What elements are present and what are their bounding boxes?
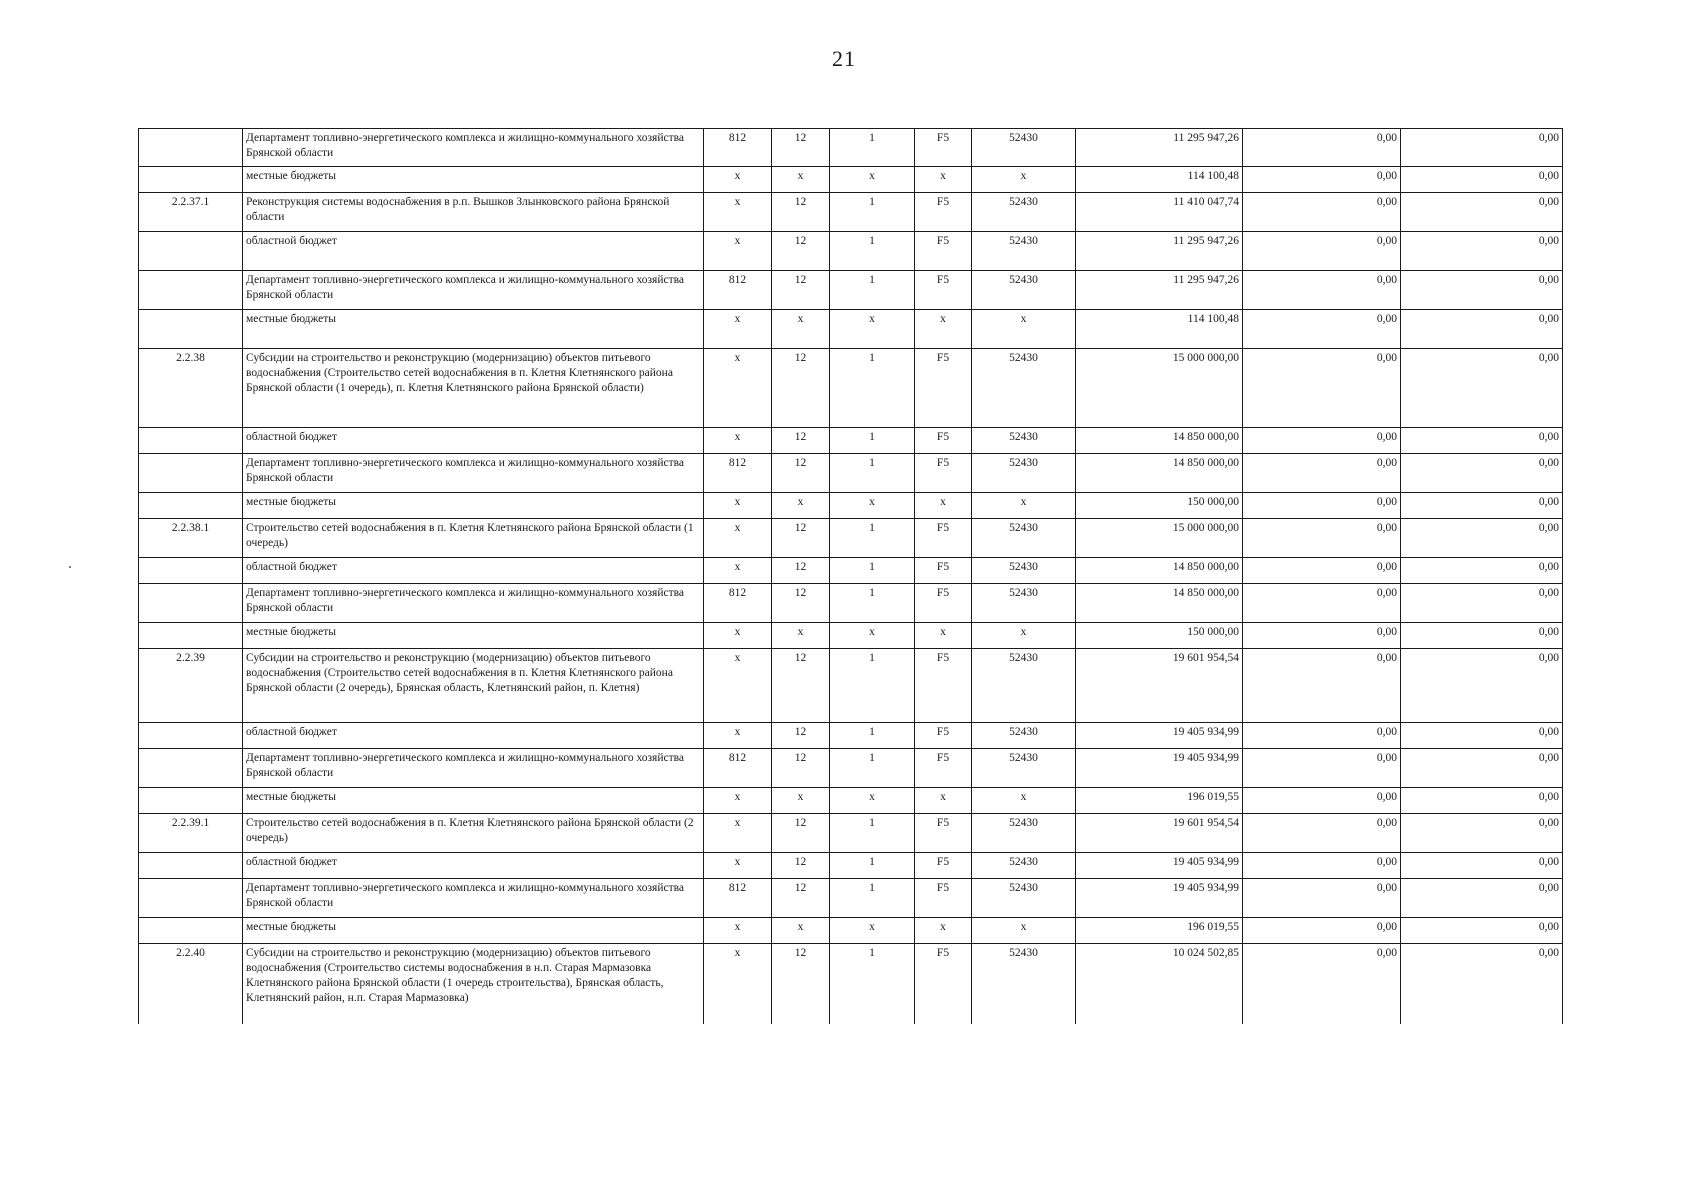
amount-year-3: 0,00 — [1401, 558, 1563, 584]
amount-year-2: 0,00 — [1243, 349, 1401, 428]
subsection-code: 1 — [830, 193, 915, 232]
amount-year-2: 0,00 — [1243, 454, 1401, 493]
target-code: F5 — [915, 749, 972, 788]
amount-year-2: 0,00 — [1243, 749, 1401, 788]
target-code: F5 — [915, 649, 972, 723]
table-row — [139, 349, 1563, 428]
row-number — [139, 493, 243, 519]
amount-year-3: 0,00 — [1401, 193, 1563, 232]
table-row — [139, 649, 1563, 723]
subsection-code: 1 — [830, 454, 915, 493]
target-code: F5 — [915, 428, 972, 454]
row-number — [139, 454, 243, 493]
amount-year-3: 0,00 — [1401, 879, 1563, 918]
ministry-code: x — [704, 944, 772, 1024]
amount-year-3: 0,00 — [1401, 623, 1563, 649]
row-description: местные бюджеты — [243, 310, 704, 349]
amount-year-3: 0,00 — [1401, 649, 1563, 723]
section-code: x — [772, 623, 830, 649]
table-row — [139, 232, 1563, 271]
ministry-code: 812 — [704, 879, 772, 918]
subsection-code: 1 — [830, 853, 915, 879]
amount-year-1: 19 601 954,54 — [1076, 649, 1243, 723]
subsection-code: 1 — [830, 558, 915, 584]
expense-code: 52430 — [972, 558, 1076, 584]
row-number — [139, 788, 243, 814]
amount-year-1: 196 019,55 — [1076, 918, 1243, 944]
table-row — [139, 493, 1563, 519]
amount-year-3: 0,00 — [1401, 454, 1563, 493]
subsection-code: 1 — [830, 428, 915, 454]
amount-year-3: 0,00 — [1401, 519, 1563, 558]
page-number: 21 — [832, 46, 856, 71]
table-row — [139, 879, 1563, 918]
section-code: x — [772, 310, 830, 349]
table-row — [139, 193, 1563, 232]
target-code: x — [915, 310, 972, 349]
ministry-code: x — [704, 193, 772, 232]
ministry-code: x — [704, 558, 772, 584]
amount-year-2: 0,00 — [1243, 519, 1401, 558]
target-code: F5 — [915, 454, 972, 493]
expense-code: 52430 — [972, 879, 1076, 918]
section-code: 12 — [772, 193, 830, 232]
section-code: 12 — [772, 349, 830, 428]
row-number — [139, 129, 243, 167]
amount-year-1: 19 405 934,99 — [1076, 853, 1243, 879]
amount-year-2: 0,00 — [1243, 879, 1401, 918]
row-description: местные бюджеты — [243, 493, 704, 519]
expense-code: 52430 — [972, 193, 1076, 232]
target-code: F5 — [915, 558, 972, 584]
expense-code: x — [972, 623, 1076, 649]
table-row — [139, 558, 1563, 584]
target-code: x — [915, 623, 972, 649]
row-number: 2.2.38.1 — [139, 519, 243, 558]
ministry-code: x — [704, 853, 772, 879]
row-description: областной бюджет — [243, 428, 704, 454]
amount-year-3: 0,00 — [1401, 349, 1563, 428]
expense-code: x — [972, 493, 1076, 519]
row-description: Департамент топливно-энергетического комплекса и жилищно-коммунального хозяйства Брянской области — [243, 454, 704, 493]
row-number — [139, 879, 243, 918]
amount-year-2: 0,00 — [1243, 623, 1401, 649]
section-code: 12 — [772, 271, 830, 310]
row-description: Департамент топливно-энергетического комплекса и жилищно-коммунального хозяйства Брянской области — [243, 879, 704, 918]
amount-year-1: 114 100,48 — [1076, 310, 1243, 349]
row-number: 2.2.37.1 — [139, 193, 243, 232]
ministry-code: x — [704, 623, 772, 649]
target-code: F5 — [915, 853, 972, 879]
row-description: областной бюджет — [243, 232, 704, 271]
row-number — [139, 623, 243, 649]
expense-code: 52430 — [972, 519, 1076, 558]
amount-year-3: 0,00 — [1401, 853, 1563, 879]
row-number: 2.2.39.1 — [139, 814, 243, 853]
ministry-code: 812 — [704, 271, 772, 310]
target-code: x — [915, 493, 972, 519]
amount-year-3: 0,00 — [1401, 129, 1563, 167]
target-code: F5 — [915, 349, 972, 428]
row-description: местные бюджеты — [243, 167, 704, 193]
expense-code: 52430 — [972, 349, 1076, 428]
amount-year-1: 15 000 000,00 — [1076, 519, 1243, 558]
subsection-code: 1 — [830, 349, 915, 428]
target-code: F5 — [915, 519, 972, 558]
ministry-code: x — [704, 167, 772, 193]
ministry-code: 812 — [704, 129, 772, 167]
amount-year-2: 0,00 — [1243, 649, 1401, 723]
expense-code: 52430 — [972, 723, 1076, 749]
amount-year-1: 14 850 000,00 — [1076, 428, 1243, 454]
section-code: 12 — [772, 814, 830, 853]
amount-year-3: 0,00 — [1401, 428, 1563, 454]
ministry-code: 812 — [704, 584, 772, 623]
ministry-code: x — [704, 649, 772, 723]
row-description: Департамент топливно-энергетического комплекса и жилищно-коммунального хозяйства Брянской области — [243, 129, 704, 167]
amount-year-2: 0,00 — [1243, 788, 1401, 814]
target-code: F5 — [915, 193, 972, 232]
ministry-code: x — [704, 788, 772, 814]
row-number — [139, 749, 243, 788]
amount-year-1: 14 850 000,00 — [1076, 454, 1243, 493]
amount-year-3: 0,00 — [1401, 232, 1563, 271]
table-row — [139, 853, 1563, 879]
row-number — [139, 853, 243, 879]
subsection-code: x — [830, 493, 915, 519]
row-description: Реконструкция системы водоснабжения в р.п. Вышков Злынковского района Брянской области — [243, 193, 704, 232]
amount-year-1: 11 295 947,26 — [1076, 271, 1243, 310]
subsection-code: x — [830, 918, 915, 944]
ministry-code: x — [704, 723, 772, 749]
subsection-code: x — [830, 310, 915, 349]
amount-year-1: 150 000,00 — [1076, 493, 1243, 519]
amount-year-1: 14 850 000,00 — [1076, 584, 1243, 623]
table-row — [139, 310, 1563, 349]
table-row — [139, 454, 1563, 493]
amount-year-3: 0,00 — [1401, 814, 1563, 853]
amount-year-2: 0,00 — [1243, 918, 1401, 944]
row-description: Департамент топливно-энергетического комплекса и жилищно-коммунального хозяйства Брянской области — [243, 584, 704, 623]
table-row — [139, 584, 1563, 623]
expense-code: 52430 — [972, 584, 1076, 623]
amount-year-3: 0,00 — [1401, 271, 1563, 310]
row-number — [139, 428, 243, 454]
table-body — [139, 129, 1563, 1024]
row-number — [139, 918, 243, 944]
ministry-code: 812 — [704, 749, 772, 788]
table-row — [139, 814, 1563, 853]
row-description: областной бюджет — [243, 853, 704, 879]
amount-year-2: 0,00 — [1243, 493, 1401, 519]
row-description: местные бюджеты — [243, 788, 704, 814]
amount-year-3: 0,00 — [1401, 723, 1563, 749]
row-description: местные бюджеты — [243, 918, 704, 944]
expense-code: 52430 — [972, 271, 1076, 310]
expense-code: 52430 — [972, 454, 1076, 493]
section-code: x — [772, 918, 830, 944]
amount-year-2: 0,00 — [1243, 232, 1401, 271]
amount-year-1: 14 850 000,00 — [1076, 558, 1243, 584]
amount-year-2: 0,00 — [1243, 271, 1401, 310]
section-code: 12 — [772, 129, 830, 167]
section-code: 12 — [772, 649, 830, 723]
subsection-code: 1 — [830, 723, 915, 749]
row-number — [139, 584, 243, 623]
subsection-code: x — [830, 623, 915, 649]
subsection-code: 1 — [830, 879, 915, 918]
amount-year-2: 0,00 — [1243, 723, 1401, 749]
row-number — [139, 723, 243, 749]
ministry-code: x — [704, 814, 772, 853]
amount-year-3: 0,00 — [1401, 493, 1563, 519]
expense-code: 52430 — [972, 814, 1076, 853]
amount-year-2: 0,00 — [1243, 853, 1401, 879]
amount-year-1: 19 405 934,99 — [1076, 879, 1243, 918]
section-code: x — [772, 788, 830, 814]
subsection-code: 1 — [830, 129, 915, 167]
ministry-code: x — [704, 349, 772, 428]
section-code: 12 — [772, 584, 830, 623]
budget-table — [138, 128, 1563, 1024]
expense-code: 52430 — [972, 649, 1076, 723]
subsection-code: 1 — [830, 584, 915, 623]
section-code: 12 — [772, 944, 830, 1024]
section-code: 12 — [772, 428, 830, 454]
amount-year-2: 0,00 — [1243, 167, 1401, 193]
row-number — [139, 232, 243, 271]
table-row — [139, 167, 1563, 193]
row-number — [139, 310, 243, 349]
table-row — [139, 428, 1563, 454]
ministry-code: 812 — [704, 454, 772, 493]
expense-code: x — [972, 310, 1076, 349]
ministry-code: x — [704, 428, 772, 454]
table-row — [139, 944, 1563, 1024]
target-code: F5 — [915, 944, 972, 1024]
expense-code: 52430 — [972, 944, 1076, 1024]
row-description: областной бюджет — [243, 558, 704, 584]
amount-year-3: 0,00 — [1401, 944, 1563, 1024]
subsection-code: 1 — [830, 271, 915, 310]
amount-year-1: 19 405 934,99 — [1076, 749, 1243, 788]
table-row — [139, 918, 1563, 944]
subsection-code: 1 — [830, 814, 915, 853]
subsection-code: x — [830, 788, 915, 814]
ministry-code: x — [704, 918, 772, 944]
subsection-code: 1 — [830, 944, 915, 1024]
amount-year-3: 0,00 — [1401, 918, 1563, 944]
expense-code: x — [972, 788, 1076, 814]
amount-year-3: 0,00 — [1401, 167, 1563, 193]
amount-year-2: 0,00 — [1243, 814, 1401, 853]
expense-code: x — [972, 918, 1076, 944]
amount-year-1: 11 410 047,74 — [1076, 193, 1243, 232]
amount-year-1: 19 405 934,99 — [1076, 723, 1243, 749]
ministry-code: x — [704, 519, 772, 558]
section-code: x — [772, 167, 830, 193]
row-description: Субсидии на строительство и реконструкцию (модернизацию) объектов питьевого водоснабжения (Строительство сетей водоснабжения в п. Клетня Клетнянского района Брянской области (1 очередь), п. Клетня Клетнянского района Брянской области) — [243, 349, 704, 428]
row-number: 2.2.38 — [139, 349, 243, 428]
amount-year-2: 0,00 — [1243, 193, 1401, 232]
subsection-code: 1 — [830, 519, 915, 558]
row-number: 2.2.39 — [139, 649, 243, 723]
amount-year-1: 196 019,55 — [1076, 788, 1243, 814]
target-code: x — [915, 167, 972, 193]
row-description: Департамент топливно-энергетического комплекса и жилищно-коммунального хозяйства Брянской области — [243, 749, 704, 788]
expense-code: 52430 — [972, 129, 1076, 167]
section-code: 12 — [772, 232, 830, 271]
target-code: x — [915, 788, 972, 814]
table-row — [139, 788, 1563, 814]
row-description: Строительство сетей водоснабжения в п. Клетня Клетнянского района Брянской области (2 очередь) — [243, 814, 704, 853]
target-code: F5 — [915, 723, 972, 749]
scan-speck — [69, 566, 71, 568]
target-code: F5 — [915, 879, 972, 918]
row-number — [139, 558, 243, 584]
section-code: 12 — [772, 558, 830, 584]
target-code: F5 — [915, 271, 972, 310]
table-row — [139, 519, 1563, 558]
row-number: 2.2.40 — [139, 944, 243, 1024]
amount-year-2: 0,00 — [1243, 129, 1401, 167]
table-row — [139, 271, 1563, 310]
section-code: 12 — [772, 723, 830, 749]
amount-year-2: 0,00 — [1243, 944, 1401, 1024]
table-row — [139, 129, 1563, 167]
amount-year-2: 0,00 — [1243, 558, 1401, 584]
amount-year-3: 0,00 — [1401, 788, 1563, 814]
section-code: 12 — [772, 519, 830, 558]
row-description: областной бюджет — [243, 723, 704, 749]
target-code: F5 — [915, 814, 972, 853]
target-code: F5 — [915, 232, 972, 271]
ministry-code: x — [704, 232, 772, 271]
amount-year-1: 10 024 502,85 — [1076, 944, 1243, 1024]
amount-year-1: 11 295 947,26 — [1076, 129, 1243, 167]
row-description: Департамент топливно-энергетического комплекса и жилищно-коммунального хозяйства Брянской области — [243, 271, 704, 310]
table-row — [139, 723, 1563, 749]
section-code: 12 — [772, 853, 830, 879]
row-description: Субсидии на строительство и реконструкцию (модернизацию) объектов питьевого водоснабжения (Строительство сетей водоснабжения в п. Клетня Клетнянского района Брянской области (2 очередь), Брянская область, Клетнянский район, п. Клетня) — [243, 649, 704, 723]
table-row — [139, 749, 1563, 788]
target-code: x — [915, 918, 972, 944]
amount-year-1: 15 000 000,00 — [1076, 349, 1243, 428]
section-code: 12 — [772, 749, 830, 788]
row-number — [139, 167, 243, 193]
amount-year-1: 19 601 954,54 — [1076, 814, 1243, 853]
row-description: Строительство сетей водоснабжения в п. Клетня Клетнянского района Брянской области (1 очередь) — [243, 519, 704, 558]
amount-year-1: 114 100,48 — [1076, 167, 1243, 193]
target-code: F5 — [915, 584, 972, 623]
section-code: 12 — [772, 454, 830, 493]
row-description: Субсидии на строительство и реконструкцию (модернизацию) объектов питьевого водоснабжения (Строительство системы водоснабжения в н.п. Старая Мармазовка Клетнянского района Брянской области (1 очередь строительства), Брянская область, Клетнянский район, н.п. Старая Мармазовка) — [243, 944, 704, 1024]
amount-year-1: 11 295 947,26 — [1076, 232, 1243, 271]
amount-year-3: 0,00 — [1401, 584, 1563, 623]
subsection-code: 1 — [830, 749, 915, 788]
amount-year-2: 0,00 — [1243, 584, 1401, 623]
expense-code: 52430 — [972, 428, 1076, 454]
section-code: 12 — [772, 879, 830, 918]
subsection-code: 1 — [830, 649, 915, 723]
ministry-code: x — [704, 493, 772, 519]
expense-code: 52430 — [972, 232, 1076, 271]
expense-code: x — [972, 167, 1076, 193]
amount-year-3: 0,00 — [1401, 749, 1563, 788]
row-number — [139, 271, 243, 310]
table-row — [139, 623, 1563, 649]
target-code: F5 — [915, 129, 972, 167]
row-description: местные бюджеты — [243, 623, 704, 649]
section-code: x — [772, 493, 830, 519]
amount-year-1: 150 000,00 — [1076, 623, 1243, 649]
expense-code: 52430 — [972, 749, 1076, 788]
amount-year-3: 0,00 — [1401, 310, 1563, 349]
amount-year-2: 0,00 — [1243, 310, 1401, 349]
subsection-code: 1 — [830, 232, 915, 271]
amount-year-2: 0,00 — [1243, 428, 1401, 454]
subsection-code: x — [830, 167, 915, 193]
ministry-code: x — [704, 310, 772, 349]
expense-code: 52430 — [972, 853, 1076, 879]
